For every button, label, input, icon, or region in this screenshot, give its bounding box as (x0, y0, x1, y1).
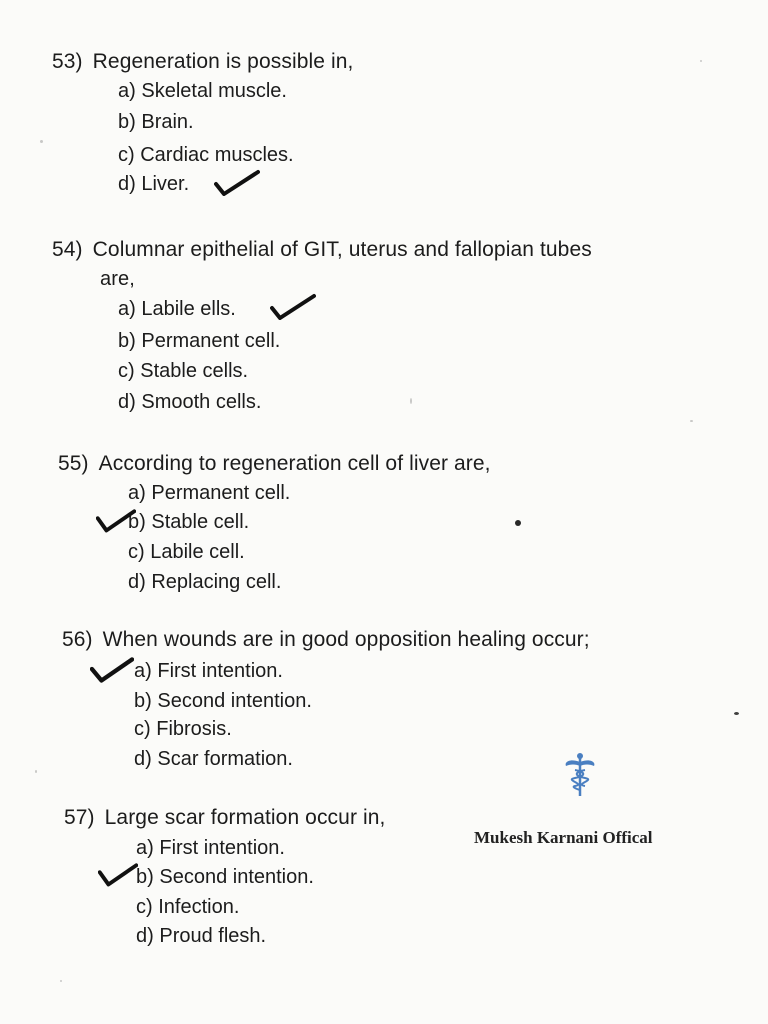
option-57-a (136, 837, 285, 860)
check-mark-icon (90, 655, 134, 683)
question-56 (62, 628, 590, 652)
question-53 (52, 50, 353, 74)
option-56-d (134, 748, 293, 771)
option-text: Stable cell. (151, 511, 250, 533)
option-54-c (118, 360, 248, 383)
option-letter: b) (118, 111, 136, 133)
scan-speck (700, 60, 702, 62)
option-letter: d) (134, 748, 152, 770)
option-54-d (118, 391, 261, 414)
question-text: Regeneration is possible in, (92, 50, 354, 73)
option-55-d (128, 571, 281, 594)
option-letter: a) (134, 660, 152, 682)
question-number: 55) (58, 452, 89, 475)
option-text: Labile ells. (141, 298, 236, 320)
option-letter: c) (134, 718, 151, 740)
option-53-d (118, 173, 189, 196)
option-text: First intention. (157, 660, 283, 682)
check-mark-icon (96, 506, 136, 534)
option-text: Infection. (158, 896, 240, 918)
question-number: 53) (52, 50, 83, 73)
option-letter: a) (128, 482, 146, 504)
option-text: Stable cells. (140, 360, 249, 382)
option-55-c (128, 541, 245, 564)
watermark-name: Mukesh Karnani Offical (474, 828, 653, 847)
option-57-b (136, 866, 314, 889)
option-56-c (134, 718, 232, 741)
option-54-b (118, 330, 280, 353)
option-53-b (118, 111, 194, 134)
scan-speck (60, 980, 62, 982)
question-number: 56) (62, 628, 93, 651)
option-57-d (136, 925, 266, 948)
question-text: According to regeneration cell of liver are, (98, 452, 491, 475)
option-text: Permanent cell. (151, 482, 291, 504)
option-letter: d) (118, 173, 136, 195)
option-letter: c) (128, 541, 145, 563)
option-53-c (118, 144, 294, 167)
scan-speck (734, 712, 739, 715)
option-letter: d) (128, 571, 146, 593)
option-text: Second intention. (157, 690, 312, 712)
question-number: 54) (52, 238, 83, 261)
option-letter: b) (128, 511, 146, 533)
option-text: Second intention. (159, 866, 314, 888)
option-text: Fibrosis. (156, 718, 232, 740)
option-57-c (136, 896, 239, 919)
option-text: Proud flesh. (159, 925, 267, 947)
option-letter: c) (118, 360, 135, 382)
option-53-a (118, 80, 287, 103)
option-letter: a) (118, 80, 136, 102)
option-55-a (128, 482, 290, 505)
question-number: 57) (64, 806, 95, 829)
question-text: When wounds are in good opposition healing occur; (102, 628, 590, 651)
option-letter: d) (118, 391, 136, 413)
scan-speck (35, 770, 37, 773)
option-text: Labile cell. (150, 541, 245, 563)
option-text: Replacing cell. (151, 571, 282, 593)
question-54 (52, 238, 592, 262)
option-letter: d) (136, 925, 154, 947)
scan-speck (40, 140, 43, 143)
option-54-a (118, 298, 236, 321)
option-letter: c) (136, 896, 153, 918)
option-letter: b) (134, 690, 152, 712)
option-letter: a) (118, 298, 136, 320)
option-letter: a) (136, 837, 154, 859)
check-mark-icon (98, 860, 138, 888)
question-text: Large scar formation occur in, (104, 806, 386, 829)
option-55-b (128, 511, 249, 534)
option-text: Skeletal muscle. (141, 80, 287, 102)
question-57 (64, 806, 385, 830)
scan-speck (515, 520, 521, 526)
option-letter: b) (136, 866, 154, 888)
option-text: Smooth cells. (141, 391, 262, 413)
caduceus-icon (562, 752, 598, 798)
option-text: Permanent cell. (141, 330, 281, 352)
question-text: Columnar epithelial of GIT, uterus and fallopian tubes (92, 238, 592, 261)
option-56-b (134, 690, 312, 713)
option-text: Cardiac muscles. (140, 144, 294, 166)
check-mark-icon (270, 292, 316, 320)
question-55 (58, 452, 491, 476)
scan-speck (410, 398, 412, 404)
option-letter: c) (118, 144, 135, 166)
option-text: Liver. (141, 173, 190, 195)
question-text-continued: are, (100, 268, 135, 290)
check-mark-icon (214, 168, 260, 196)
option-text: First intention. (159, 837, 285, 859)
option-text: Brain. (141, 111, 194, 133)
scan-speck (690, 420, 693, 422)
option-letter: b) (118, 330, 136, 352)
option-text: Scar formation. (157, 748, 293, 770)
option-56-a (134, 660, 283, 683)
